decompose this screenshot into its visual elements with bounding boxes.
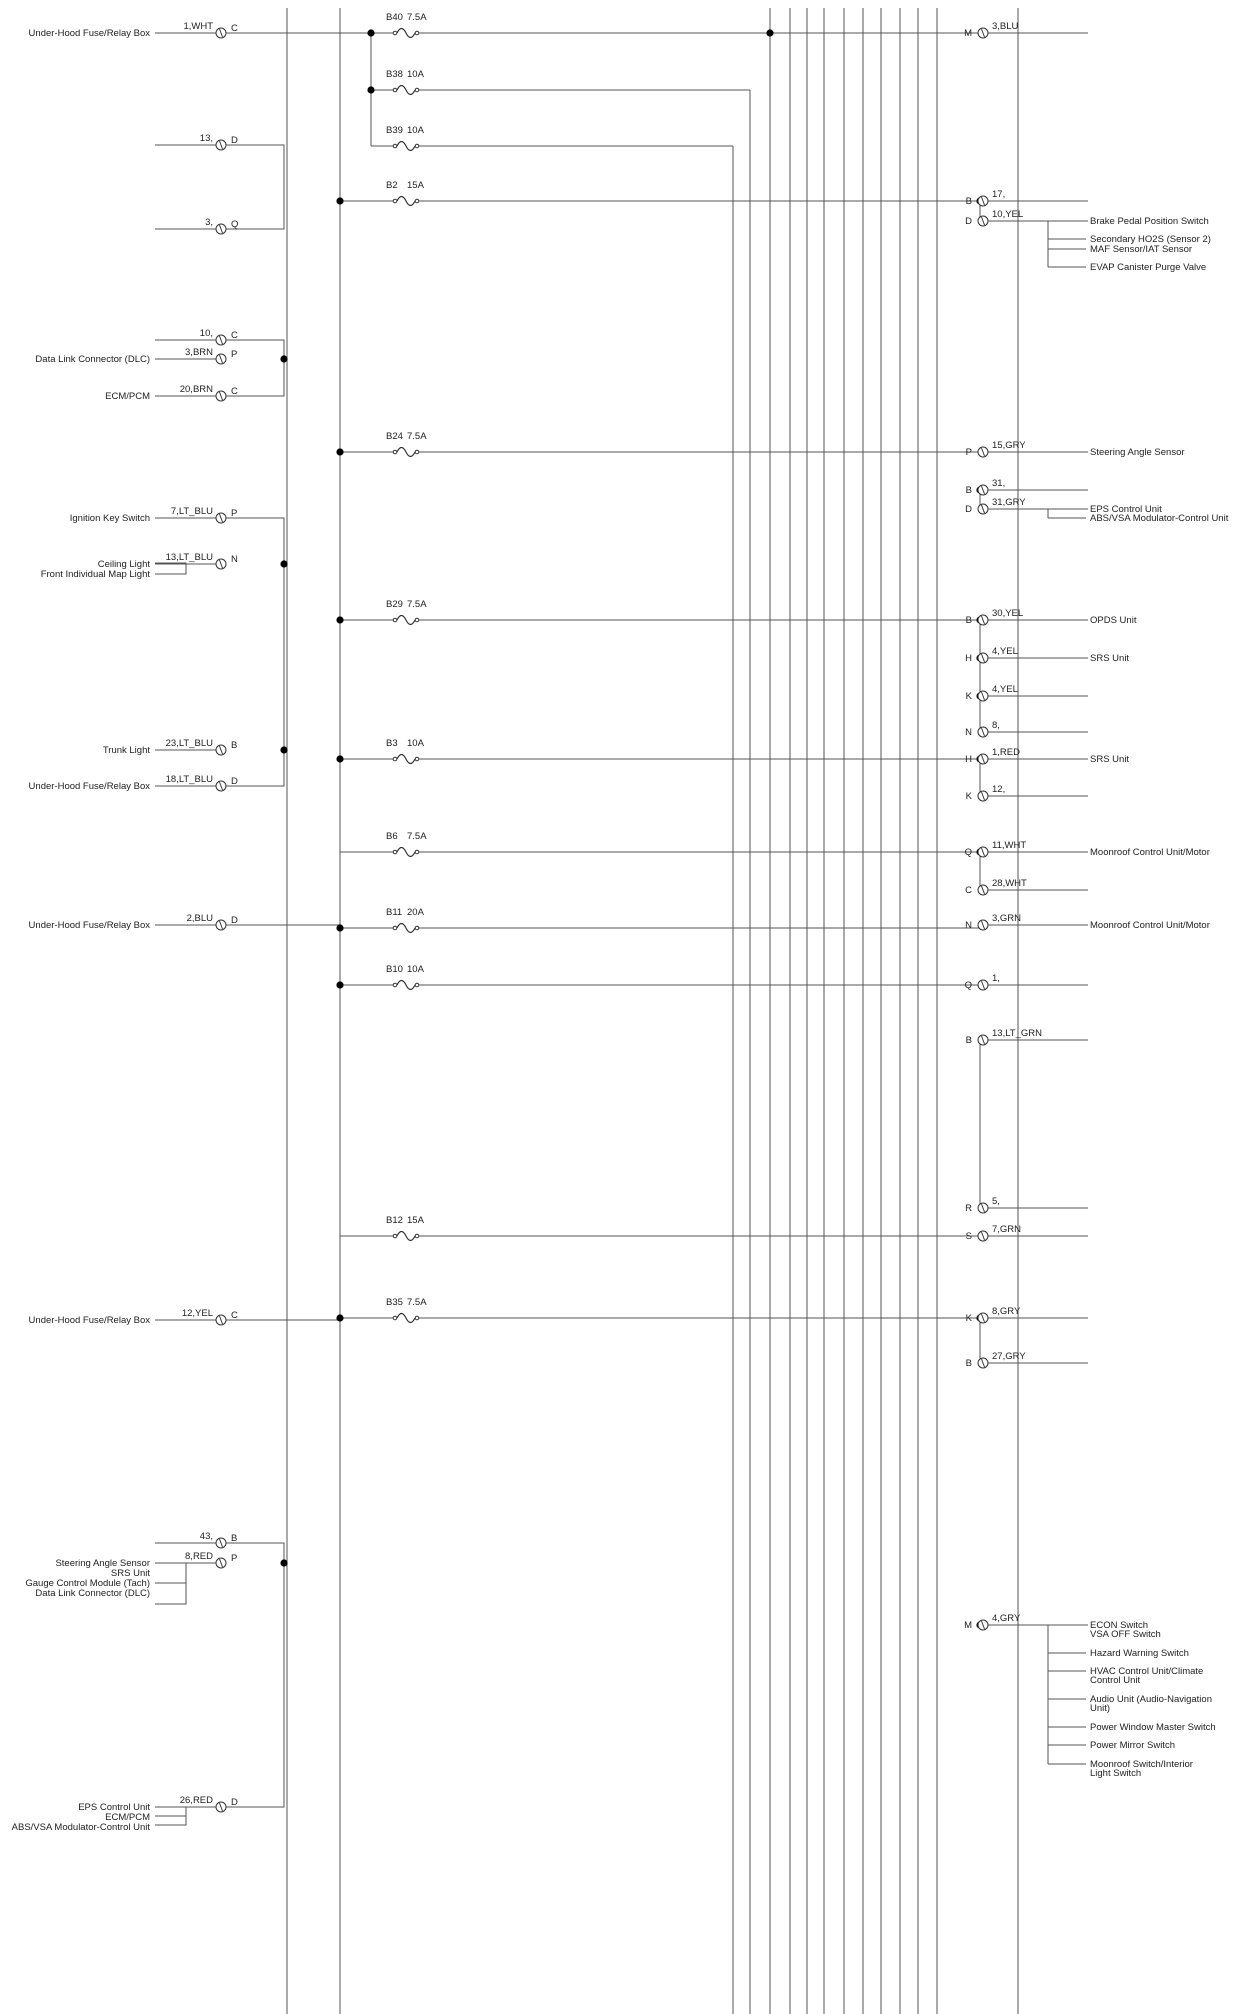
fuse-terminal — [415, 144, 419, 148]
connector-symbol — [216, 1558, 226, 1568]
connector-label: Secondary HO2S (Sensor 2) — [1090, 234, 1211, 245]
connector-label: Steering Angle Sensor — [1090, 447, 1185, 458]
connector-symbol — [978, 447, 988, 457]
connector-symbol — [978, 1231, 988, 1241]
connector-label: Control Unit — [1090, 1675, 1141, 1686]
pin-letter: C — [231, 1310, 238, 1321]
fuse-symbol — [397, 848, 415, 857]
wire-code: 11,WHT — [992, 840, 1027, 851]
fuse-id: B12 — [386, 1215, 403, 1226]
junction-dot — [336, 981, 343, 988]
junction-dot — [367, 86, 374, 93]
fuse-terminal — [415, 31, 419, 35]
connector-label: Moonroof Control Unit/Motor — [1090, 920, 1210, 931]
fuse-rating: 7.5A — [407, 12, 427, 23]
label-layer — [12, 12, 1229, 1833]
fuse-symbol — [397, 1232, 415, 1241]
connector-label: Data Link Connector (DLC) — [35, 1588, 150, 1599]
wire-code: 8,RED — [185, 1551, 213, 1562]
connector-symbol — [978, 691, 988, 701]
fuse-id: B6 — [386, 831, 398, 842]
pin-letter: M — [964, 1620, 972, 1631]
wire-code: 4,YEL — [992, 684, 1018, 695]
right-bracket — [980, 852, 983, 890]
wire-code: 8, — [992, 720, 1000, 731]
pin-letter: N — [231, 554, 238, 565]
wire-code: 13,LT_GRN — [992, 1028, 1042, 1039]
connector-label: ECM/PCM — [105, 1812, 150, 1823]
wire-code: 13, — [199, 133, 213, 144]
wire-code: 26,RED — [179, 1795, 213, 1806]
connector-symbol — [978, 920, 988, 930]
connector-symbol — [978, 1358, 988, 1368]
pin-letter: N — [965, 727, 972, 738]
connector-symbol — [978, 791, 988, 801]
fuse-terminal — [415, 757, 419, 761]
wire-code: 3, — [205, 217, 213, 228]
connector-symbol — [978, 196, 988, 206]
fuse-rating: 15A — [407, 180, 424, 191]
wire-code: 2,BLU — [186, 913, 213, 924]
pin-letter: C — [231, 23, 238, 34]
wire-layer — [155, 8, 1088, 2014]
fuse-symbol — [397, 142, 415, 151]
fuse-terminal — [393, 88, 397, 92]
connector-symbol — [216, 354, 226, 364]
connector-label: VSA OFF Switch — [1090, 1629, 1161, 1640]
fuse-id: B40 — [386, 12, 403, 23]
wire-code: 7,LT_BLU — [170, 506, 213, 517]
fuse-terminal — [393, 31, 397, 35]
pin-letter: B — [965, 1035, 972, 1046]
pin-letter: B — [965, 615, 972, 626]
left-bracket — [221, 145, 284, 229]
fuse-symbol — [397, 197, 415, 206]
fuse-terminal — [393, 983, 397, 987]
fuse-id: B29 — [386, 599, 403, 610]
fuse-symbol — [397, 1314, 415, 1323]
fuse-id: B39 — [386, 125, 403, 136]
fuse-rating: 10A — [407, 69, 424, 80]
pin-letter: B — [965, 196, 972, 207]
fuse-terminal — [415, 926, 419, 930]
connector-symbol — [216, 140, 226, 150]
connector-label: Ignition Key Switch — [69, 513, 150, 524]
wire-code: 3,BRN — [185, 347, 213, 358]
pin-letter: C — [231, 330, 238, 341]
connector-label: ABS/VSA Modulator-Control Unit — [1090, 513, 1229, 524]
junction-dot — [336, 616, 343, 623]
wire-code: 12, — [992, 784, 1006, 795]
junction-dot — [336, 755, 343, 762]
right-bracket — [980, 620, 983, 732]
fuse-id: B35 — [386, 1297, 403, 1308]
connector-symbol — [978, 216, 988, 226]
junction-dot — [280, 355, 287, 362]
wire-code: 3,BLU — [992, 21, 1019, 32]
connector-label: MAF Sensor/IAT Sensor — [1090, 244, 1193, 255]
connector-label: OPDS Unit — [1090, 615, 1137, 626]
fuse-symbol — [397, 616, 415, 625]
pin-letter: N — [965, 920, 972, 931]
pin-letter: B — [965, 485, 972, 496]
pin-letter: C — [965, 885, 972, 896]
pin-letter: K — [965, 691, 972, 702]
fuse-id: B38 — [386, 69, 403, 80]
connector-symbol — [978, 847, 988, 857]
connector-label: Audio Unit (Audio-Navigation — [1090, 1694, 1212, 1705]
fuse-terminal — [415, 618, 419, 622]
connector-symbol — [978, 885, 988, 895]
wire-code: 30,YEL — [992, 608, 1024, 619]
wire-code: 31,GRY — [992, 497, 1026, 508]
wire-code: 17, — [992, 189, 1006, 200]
junction-dot — [336, 1314, 343, 1321]
connector-label: Trunk Light — [102, 745, 150, 756]
wire-code: 8,GRY — [992, 1306, 1021, 1317]
junction-dot — [367, 29, 374, 36]
pin-letter: D — [965, 216, 972, 227]
pin-letter: P — [965, 447, 972, 458]
pin-letter: Q — [231, 219, 239, 230]
wire-code: 1,RED — [992, 747, 1020, 758]
fuse-rating: 20A — [407, 907, 424, 918]
pin-letter: Q — [964, 980, 972, 991]
connector-symbol — [978, 485, 988, 495]
wire-code: 1,WHT — [183, 21, 213, 32]
connector-label: Light Switch — [1090, 1768, 1142, 1779]
connector-symbol — [216, 513, 226, 523]
connector-symbol — [978, 727, 988, 737]
fuse-terminal — [415, 450, 419, 454]
junction-dot — [336, 197, 343, 204]
wire-code: 31, — [992, 478, 1006, 489]
connector-symbol — [978, 1620, 988, 1630]
fuse-terminal — [393, 1316, 397, 1320]
fuse-id: B3 — [386, 738, 398, 749]
fuse-terminal — [393, 757, 397, 761]
pin-letter: B — [965, 1358, 972, 1369]
pin-letter: Q — [964, 847, 972, 858]
connector-symbol — [216, 745, 226, 755]
fuse-rating: 10A — [407, 964, 424, 975]
pin-letter: H — [965, 653, 972, 664]
pin-letter: P — [231, 1553, 238, 1564]
pin-letter: D — [231, 915, 238, 926]
pin-letter: K — [965, 1313, 972, 1324]
pin-letter: P — [231, 349, 238, 360]
connector-symbol — [216, 1315, 226, 1325]
connector-label: Under-Hood Fuse/Relay Box — [28, 28, 150, 39]
fuse-symbol — [397, 755, 415, 764]
connector-symbol — [978, 28, 988, 38]
fuse-symbol — [397, 86, 415, 95]
wire-code: 20,BRN — [179, 384, 213, 395]
label-tick — [155, 563, 186, 574]
connector-symbol — [978, 754, 988, 764]
wire-code: 3,GRN — [992, 913, 1022, 924]
junction-dot — [766, 29, 773, 36]
fuse-terminal — [415, 983, 419, 987]
fuse-rating: 7.5A — [407, 1297, 427, 1308]
connector-label: Under-Hood Fuse/Relay Box — [28, 920, 150, 931]
connector-label: HVAC Control Unit/Climate — [1090, 1666, 1204, 1677]
wire-code: 4,GRY — [992, 1613, 1021, 1624]
connector-label: EVAP Canister Purge Valve — [1090, 262, 1207, 273]
pin-letter: D — [965, 504, 972, 515]
connector-symbol — [978, 504, 988, 514]
pin-letter: R — [965, 1203, 972, 1214]
connector-symbol — [216, 1802, 226, 1812]
connector-symbol — [216, 335, 226, 345]
right-bracket — [980, 1040, 983, 1208]
fuse-terminal — [393, 1234, 397, 1238]
fuse-terminal — [415, 88, 419, 92]
fuse-symbol — [397, 924, 415, 933]
fuse-rating: 15A — [407, 1215, 424, 1226]
fuse-terminal — [393, 850, 397, 854]
pin-letter: K — [965, 791, 972, 802]
wire-code: 23,LT_BLU — [165, 738, 213, 749]
pin-letter: M — [964, 28, 972, 39]
connector-symbol — [216, 224, 226, 234]
connector-label: Power Window Master Switch — [1090, 1722, 1216, 1733]
pin-letter: D — [231, 776, 238, 787]
pin-letter: B — [231, 740, 238, 751]
connector-symbol — [978, 980, 988, 990]
connector-label: Moonroof Switch/Interior — [1090, 1759, 1193, 1770]
fuse-terminal — [393, 144, 397, 148]
fuse-id: B10 — [386, 964, 403, 975]
connector-label: Data Link Connector (DLC) — [35, 354, 150, 365]
connector-label: EPS Control Unit — [78, 1802, 150, 1813]
pin-letter: S — [965, 1231, 972, 1242]
junction-layer — [280, 29, 983, 1628]
wire-code: 43, — [199, 1531, 213, 1542]
connector-symbol — [978, 1035, 988, 1045]
wire-code: 12,YEL — [181, 1308, 213, 1319]
pin-letter: D — [231, 135, 238, 146]
wire-code: 18,LT_BLU — [165, 774, 213, 785]
connector-label: Front Individual Map Light — [40, 569, 150, 580]
connector-label: SRS Unit — [110, 1568, 150, 1579]
connector-label: ECON Switch — [1090, 1620, 1149, 1631]
connector-label: SRS Unit — [1090, 653, 1130, 664]
connector-label: Gauge Control Module (Tach) — [25, 1578, 150, 1589]
wire-code: 10, — [199, 328, 213, 339]
fuse-symbol — [397, 448, 415, 457]
fuse-rating: 7.5A — [407, 599, 427, 610]
connector-label: Power Mirror Switch — [1090, 1740, 1175, 1751]
junction-dot — [280, 746, 287, 753]
fuse-symbol — [397, 981, 415, 990]
connector-symbol — [978, 615, 988, 625]
connector-symbol — [216, 391, 226, 401]
connector-symbol — [216, 781, 226, 791]
connector-label: Moonroof Control Unit/Motor — [1090, 847, 1210, 858]
wire-code: 13,LT_BLU — [165, 552, 213, 563]
pin-letter: C — [231, 386, 238, 397]
connector-symbol — [216, 559, 226, 569]
connector-symbol — [978, 653, 988, 663]
connector-label: Brake Pedal Position Switch — [1090, 216, 1209, 227]
pin-letter: B — [231, 1533, 238, 1544]
fuse-terminal — [393, 450, 397, 454]
fuse-symbol — [397, 29, 415, 38]
junction-dot — [336, 448, 343, 455]
connector-label: Unit) — [1090, 1703, 1111, 1714]
fuse-terminal — [415, 850, 419, 854]
fuse-rating: 10A — [407, 125, 424, 136]
fuse-rating: 7.5A — [407, 831, 427, 842]
wire-code: 7,GRN — [992, 1224, 1022, 1235]
pin-letter: H — [965, 754, 972, 765]
connector-symbol — [216, 28, 226, 38]
connector-label: Under-Hood Fuse/Relay Box — [28, 1315, 150, 1326]
fuse-id: B24 — [386, 431, 403, 442]
connector-layer — [216, 28, 988, 1812]
right-bracket — [980, 759, 983, 796]
wire-code: 27,GRY — [992, 1351, 1026, 1362]
right-bracket — [980, 1318, 983, 1363]
connector-label: EPS Control Unit — [1090, 504, 1162, 515]
connector-symbol — [216, 920, 226, 930]
junction-dot — [280, 560, 287, 567]
wire-code: 4,YEL — [992, 646, 1018, 657]
fuse-terminal — [415, 1234, 419, 1238]
connector-label: Hazard Warning Switch — [1090, 1648, 1189, 1659]
fuse-terminal — [415, 199, 419, 203]
connector-symbol — [216, 1538, 226, 1548]
wire-code: 15,GRY — [992, 440, 1026, 451]
junction-dot — [336, 924, 343, 931]
fuse-terminal — [393, 926, 397, 930]
fuse-rating: 7.5A — [407, 431, 427, 442]
fuse-rating: 10A — [407, 738, 424, 749]
connector-label: Ceiling Light — [97, 559, 150, 570]
fuse-id: B11 — [386, 907, 403, 918]
connector-symbol — [978, 1313, 988, 1323]
wire-code: 1, — [992, 973, 1000, 984]
left-bracket — [221, 1543, 284, 1807]
wire-code: 28,WHT — [992, 878, 1027, 889]
fuse-terminal — [393, 618, 397, 622]
pin-letter: D — [231, 1797, 238, 1808]
connector-label: Under-Hood Fuse/Relay Box — [28, 781, 150, 792]
fuse-terminal — [393, 199, 397, 203]
connector-label: SRS Unit — [1090, 754, 1130, 765]
connector-symbol — [978, 1203, 988, 1213]
wire-code: 10,YEL — [992, 209, 1024, 220]
wire-code: 5, — [992, 1196, 1000, 1207]
pin-letter: P — [231, 508, 238, 519]
connector-label: ABS/VSA Modulator-Control Unit — [11, 1822, 150, 1833]
fuse-terminal — [415, 1316, 419, 1320]
fuse-id: B2 — [386, 180, 398, 191]
connector-label: Steering Angle Sensor — [55, 1558, 150, 1569]
connector-label: ECM/PCM — [105, 391, 150, 402]
junction-dot — [280, 1559, 287, 1566]
